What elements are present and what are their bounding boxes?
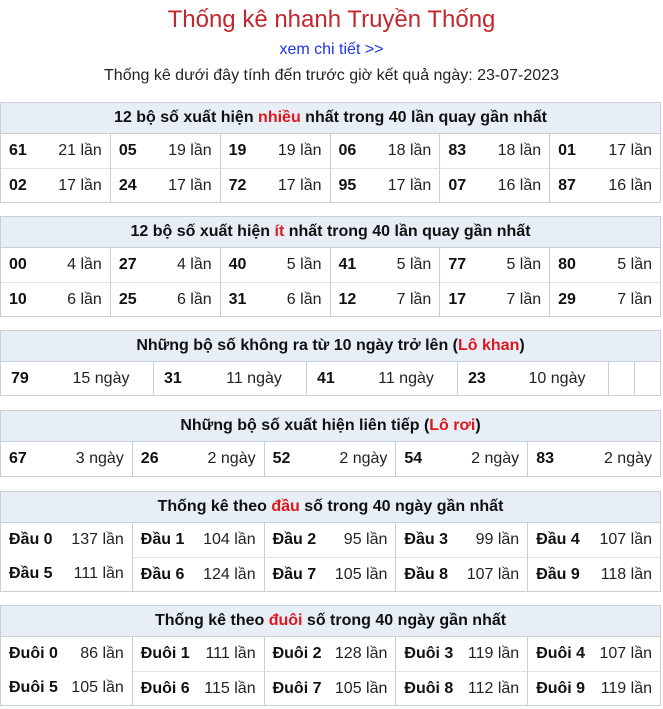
stat-cell bbox=[221, 282, 331, 316]
stat-key: 61 bbox=[9, 142, 27, 159]
stat-value: 7 lần bbox=[617, 290, 652, 308]
stat-key: Đuôi 7 bbox=[272, 679, 322, 697]
stat-key: Đầu 7 bbox=[272, 565, 317, 583]
stat-cell bbox=[396, 671, 528, 705]
stat-key: 02 bbox=[9, 176, 27, 194]
stat-value: 17 lần bbox=[387, 176, 432, 194]
stat-key: Đầu 4 bbox=[536, 531, 580, 548]
stat-cell bbox=[528, 671, 660, 705]
stat-cell bbox=[154, 362, 307, 395]
stat-value: 15 ngày bbox=[72, 369, 130, 387]
stat-value: 4 lần bbox=[67, 256, 102, 273]
stat-key: Đầu 0 bbox=[9, 531, 53, 548]
stat-key: Đầu 5 bbox=[9, 565, 53, 582]
stat-key: 52 bbox=[272, 450, 291, 467]
stat-cell bbox=[265, 671, 397, 705]
stat-key: 27 bbox=[118, 256, 137, 273]
stat-value: 11 ngày bbox=[226, 369, 282, 387]
stat-value: 119 lần bbox=[600, 679, 652, 697]
stat-cell bbox=[221, 168, 331, 202]
stat-key: Đuôi 9 bbox=[536, 679, 586, 697]
stat-cell bbox=[1, 168, 111, 202]
stat-cell bbox=[133, 637, 265, 671]
stat-value: 2 ngày bbox=[471, 450, 520, 467]
stat-cell bbox=[1, 557, 133, 591]
stat-cell bbox=[1, 248, 111, 282]
stat-value: 107 lần bbox=[466, 565, 520, 583]
stat-cell bbox=[133, 557, 265, 591]
stat-cell bbox=[331, 134, 441, 168]
stat-cell bbox=[1, 282, 111, 316]
stat-key: 07 bbox=[448, 176, 467, 194]
stats-grid bbox=[1, 523, 660, 591]
stat-value: 5 lần bbox=[286, 256, 322, 273]
stat-value: 95 lần bbox=[343, 531, 388, 548]
stat-value: 17 lần bbox=[608, 142, 652, 159]
stat-value: 104 lần bbox=[203, 531, 256, 548]
stat-cell bbox=[396, 442, 528, 476]
stat-value: 115 lần bbox=[204, 679, 256, 697]
stat-value: 17 lần bbox=[58, 176, 102, 194]
stat-cell bbox=[331, 282, 441, 316]
stat-value: 111 lần bbox=[205, 645, 256, 662]
lo-khan-row bbox=[1, 362, 660, 395]
stat-cell bbox=[458, 362, 609, 395]
page-title: Thống kê nhanh Truyền Thống bbox=[167, 6, 496, 33]
stat-cell bbox=[440, 168, 550, 202]
stat-value: 16 lần bbox=[608, 176, 652, 194]
stat-key: Đuôi 1 bbox=[140, 645, 190, 662]
stat-cell bbox=[1, 442, 133, 476]
stat-value: 107 lần bbox=[599, 645, 652, 662]
stat-key: 83 bbox=[448, 142, 467, 159]
stat-key: 00 bbox=[9, 256, 27, 273]
stat-key: 17 bbox=[448, 290, 467, 308]
stat-key: Đầu 9 bbox=[536, 565, 580, 583]
section-heading: Thống kê theo đuôi số trong 40 ngày gần nhất bbox=[1, 606, 660, 637]
section-heading: 12 bộ số xuất hiện nhiều nhất trong 40 lần quay gần nhất bbox=[1, 103, 660, 134]
stat-key: 40 bbox=[228, 256, 247, 273]
stat-key: 41 bbox=[317, 369, 335, 387]
stat-key: 12 bbox=[338, 290, 357, 308]
stat-cell bbox=[265, 637, 397, 671]
stat-cell bbox=[396, 523, 528, 557]
stat-key: 25 bbox=[118, 290, 137, 308]
stat-value: 16 lần bbox=[497, 176, 542, 194]
stat-cell bbox=[1, 134, 111, 168]
stat-key: 10 bbox=[9, 290, 27, 308]
stat-key: 29 bbox=[558, 290, 576, 308]
stat-cell bbox=[440, 134, 550, 168]
stats-grid bbox=[1, 134, 660, 202]
stat-value: 19 lần bbox=[277, 142, 322, 159]
stat-key: 87 bbox=[558, 176, 576, 194]
stat-value: 3 ngày bbox=[75, 450, 124, 467]
stat-value: 2 ngày bbox=[603, 450, 652, 467]
stat-cell bbox=[221, 134, 331, 168]
stat-key: Đầu 8 bbox=[404, 565, 448, 583]
stat-cell bbox=[133, 442, 265, 476]
view-detail-link[interactable]: xem chi tiết >> bbox=[279, 41, 384, 58]
stat-key: Đầu 3 bbox=[404, 531, 448, 548]
stat-value: 7 lần bbox=[396, 290, 432, 308]
stat-value: 6 lần bbox=[176, 290, 212, 308]
stat-key: 67 bbox=[9, 450, 27, 467]
stat-value: 17 lần bbox=[277, 176, 322, 194]
stat-key: Đầu 1 bbox=[140, 531, 185, 548]
stat-value: 6 lần bbox=[67, 290, 102, 308]
stat-key: 05 bbox=[118, 142, 137, 159]
stat-key: 41 bbox=[338, 256, 357, 273]
stat-value: 119 lần bbox=[467, 645, 520, 662]
stat-value: 11 ngày bbox=[378, 369, 434, 387]
stat-value: 10 ngày bbox=[528, 369, 586, 387]
stat-value: 128 lần bbox=[334, 645, 388, 662]
stat-cell bbox=[265, 523, 397, 557]
stat-value: 105 lần bbox=[71, 679, 124, 696]
stat-value: 105 lần bbox=[334, 679, 388, 697]
stat-cell bbox=[111, 168, 221, 202]
stat-key: 23 bbox=[468, 369, 486, 387]
stat-value: 2 ngày bbox=[339, 450, 388, 467]
stat-cell bbox=[528, 523, 660, 557]
stat-key: 54 bbox=[404, 450, 423, 467]
stat-key: 31 bbox=[164, 369, 182, 387]
stat-value: 7 lần bbox=[506, 290, 542, 308]
stat-key: 72 bbox=[228, 176, 247, 194]
stat-cell bbox=[111, 248, 221, 282]
empty-cell bbox=[609, 362, 635, 395]
stat-key: 95 bbox=[338, 176, 357, 194]
stat-cell bbox=[396, 557, 528, 591]
stat-value: 86 lần bbox=[80, 645, 124, 662]
stat-cell bbox=[550, 282, 660, 316]
stat-cell bbox=[396, 637, 528, 671]
stat-value: 5 lần bbox=[506, 256, 542, 273]
stat-value: 17 lần bbox=[168, 176, 212, 194]
stat-key: 80 bbox=[558, 256, 576, 273]
most-frequent-section bbox=[0, 102, 661, 203]
stat-cell bbox=[265, 442, 397, 476]
stat-key: Đầu 6 bbox=[140, 565, 185, 583]
stat-value: 6 lần bbox=[286, 290, 322, 308]
stat-key: 19 bbox=[228, 142, 247, 159]
stat-cell bbox=[307, 362, 458, 395]
stat-cell bbox=[221, 248, 331, 282]
stats-grid bbox=[1, 248, 660, 316]
stat-value: 124 lần bbox=[203, 565, 256, 583]
stat-cell bbox=[528, 557, 660, 591]
stat-key: Đuôi 4 bbox=[536, 645, 586, 662]
stat-cell bbox=[133, 671, 265, 705]
stat-key: 01 bbox=[558, 142, 576, 159]
stat-key: 77 bbox=[448, 256, 467, 273]
stat-key: Đầu 2 bbox=[272, 531, 317, 548]
section-heading: Những bộ số không ra từ 10 ngày trở lên (Lô khan) bbox=[1, 331, 660, 362]
stat-cell bbox=[528, 442, 660, 476]
stat-key: Đuôi 8 bbox=[404, 679, 454, 697]
stat-cell bbox=[1, 523, 133, 557]
section-heading: Những bộ số xuất hiện liên tiếp (Lô rơi) bbox=[1, 411, 660, 442]
stat-value: 107 lần bbox=[599, 531, 652, 548]
stat-cell bbox=[111, 282, 221, 316]
stat-cell bbox=[550, 134, 660, 168]
stat-cell bbox=[1, 637, 133, 671]
empty-cell bbox=[635, 362, 660, 395]
stat-value: 118 lần bbox=[600, 565, 652, 583]
lo-khan-section bbox=[0, 330, 661, 396]
stat-cell bbox=[1, 362, 154, 395]
section-heading: 12 bộ số xuất hiện ít nhất trong 40 lần quay gần nhất bbox=[1, 217, 660, 248]
stats-grid bbox=[1, 637, 660, 705]
stat-cell bbox=[1, 671, 133, 705]
stat-key: 83 bbox=[536, 450, 554, 467]
stat-cell bbox=[265, 557, 397, 591]
stat-value: 21 lần bbox=[58, 142, 102, 159]
stat-key: 79 bbox=[11, 369, 29, 387]
stats-grid bbox=[1, 442, 660, 476]
stat-key: 06 bbox=[338, 142, 357, 159]
stat-value: 99 lần bbox=[475, 531, 520, 548]
stat-key: Đuôi 6 bbox=[140, 679, 190, 697]
stat-value: 18 lần bbox=[387, 142, 432, 159]
duoi-section bbox=[0, 605, 661, 706]
stat-cell bbox=[550, 248, 660, 282]
stat-cell bbox=[331, 168, 441, 202]
stat-key: Đuôi 0 bbox=[9, 645, 58, 662]
least-frequent-section bbox=[0, 216, 661, 317]
stat-key: Đuôi 2 bbox=[272, 645, 322, 662]
page-subtitle: Thống kê dưới đây tính đến trước giờ kết quả ngày: 23-07-2023 bbox=[104, 67, 559, 84]
stat-value: 111 lần bbox=[73, 565, 124, 582]
stat-key: 31 bbox=[228, 290, 247, 308]
stat-value: 105 lần bbox=[334, 565, 388, 583]
stat-value: 4 lần bbox=[176, 256, 212, 273]
stat-cell bbox=[133, 523, 265, 557]
stat-value: 5 lần bbox=[617, 256, 652, 273]
dau-section bbox=[0, 491, 661, 592]
stat-cell bbox=[550, 168, 660, 202]
stat-value: 18 lần bbox=[497, 142, 542, 159]
stat-cell bbox=[331, 248, 441, 282]
stat-value: 5 lần bbox=[396, 256, 432, 273]
section-heading: Thống kê theo đầu số trong 40 ngày gần nhất bbox=[1, 492, 660, 523]
stat-key: 24 bbox=[118, 176, 137, 194]
stat-cell bbox=[440, 282, 550, 316]
stat-cell bbox=[528, 637, 660, 671]
stat-value: 112 lần bbox=[467, 679, 520, 697]
lo-roi-section bbox=[0, 410, 661, 477]
stat-cell bbox=[111, 134, 221, 168]
stat-key: Đuôi 3 bbox=[404, 645, 454, 662]
stat-value: 19 lần bbox=[168, 142, 212, 159]
stat-value: 2 ngày bbox=[207, 450, 256, 467]
stat-value: 137 lần bbox=[71, 531, 124, 548]
stat-key: Đuôi 5 bbox=[9, 679, 58, 696]
stat-key: 26 bbox=[140, 450, 159, 467]
stat-cell bbox=[440, 248, 550, 282]
